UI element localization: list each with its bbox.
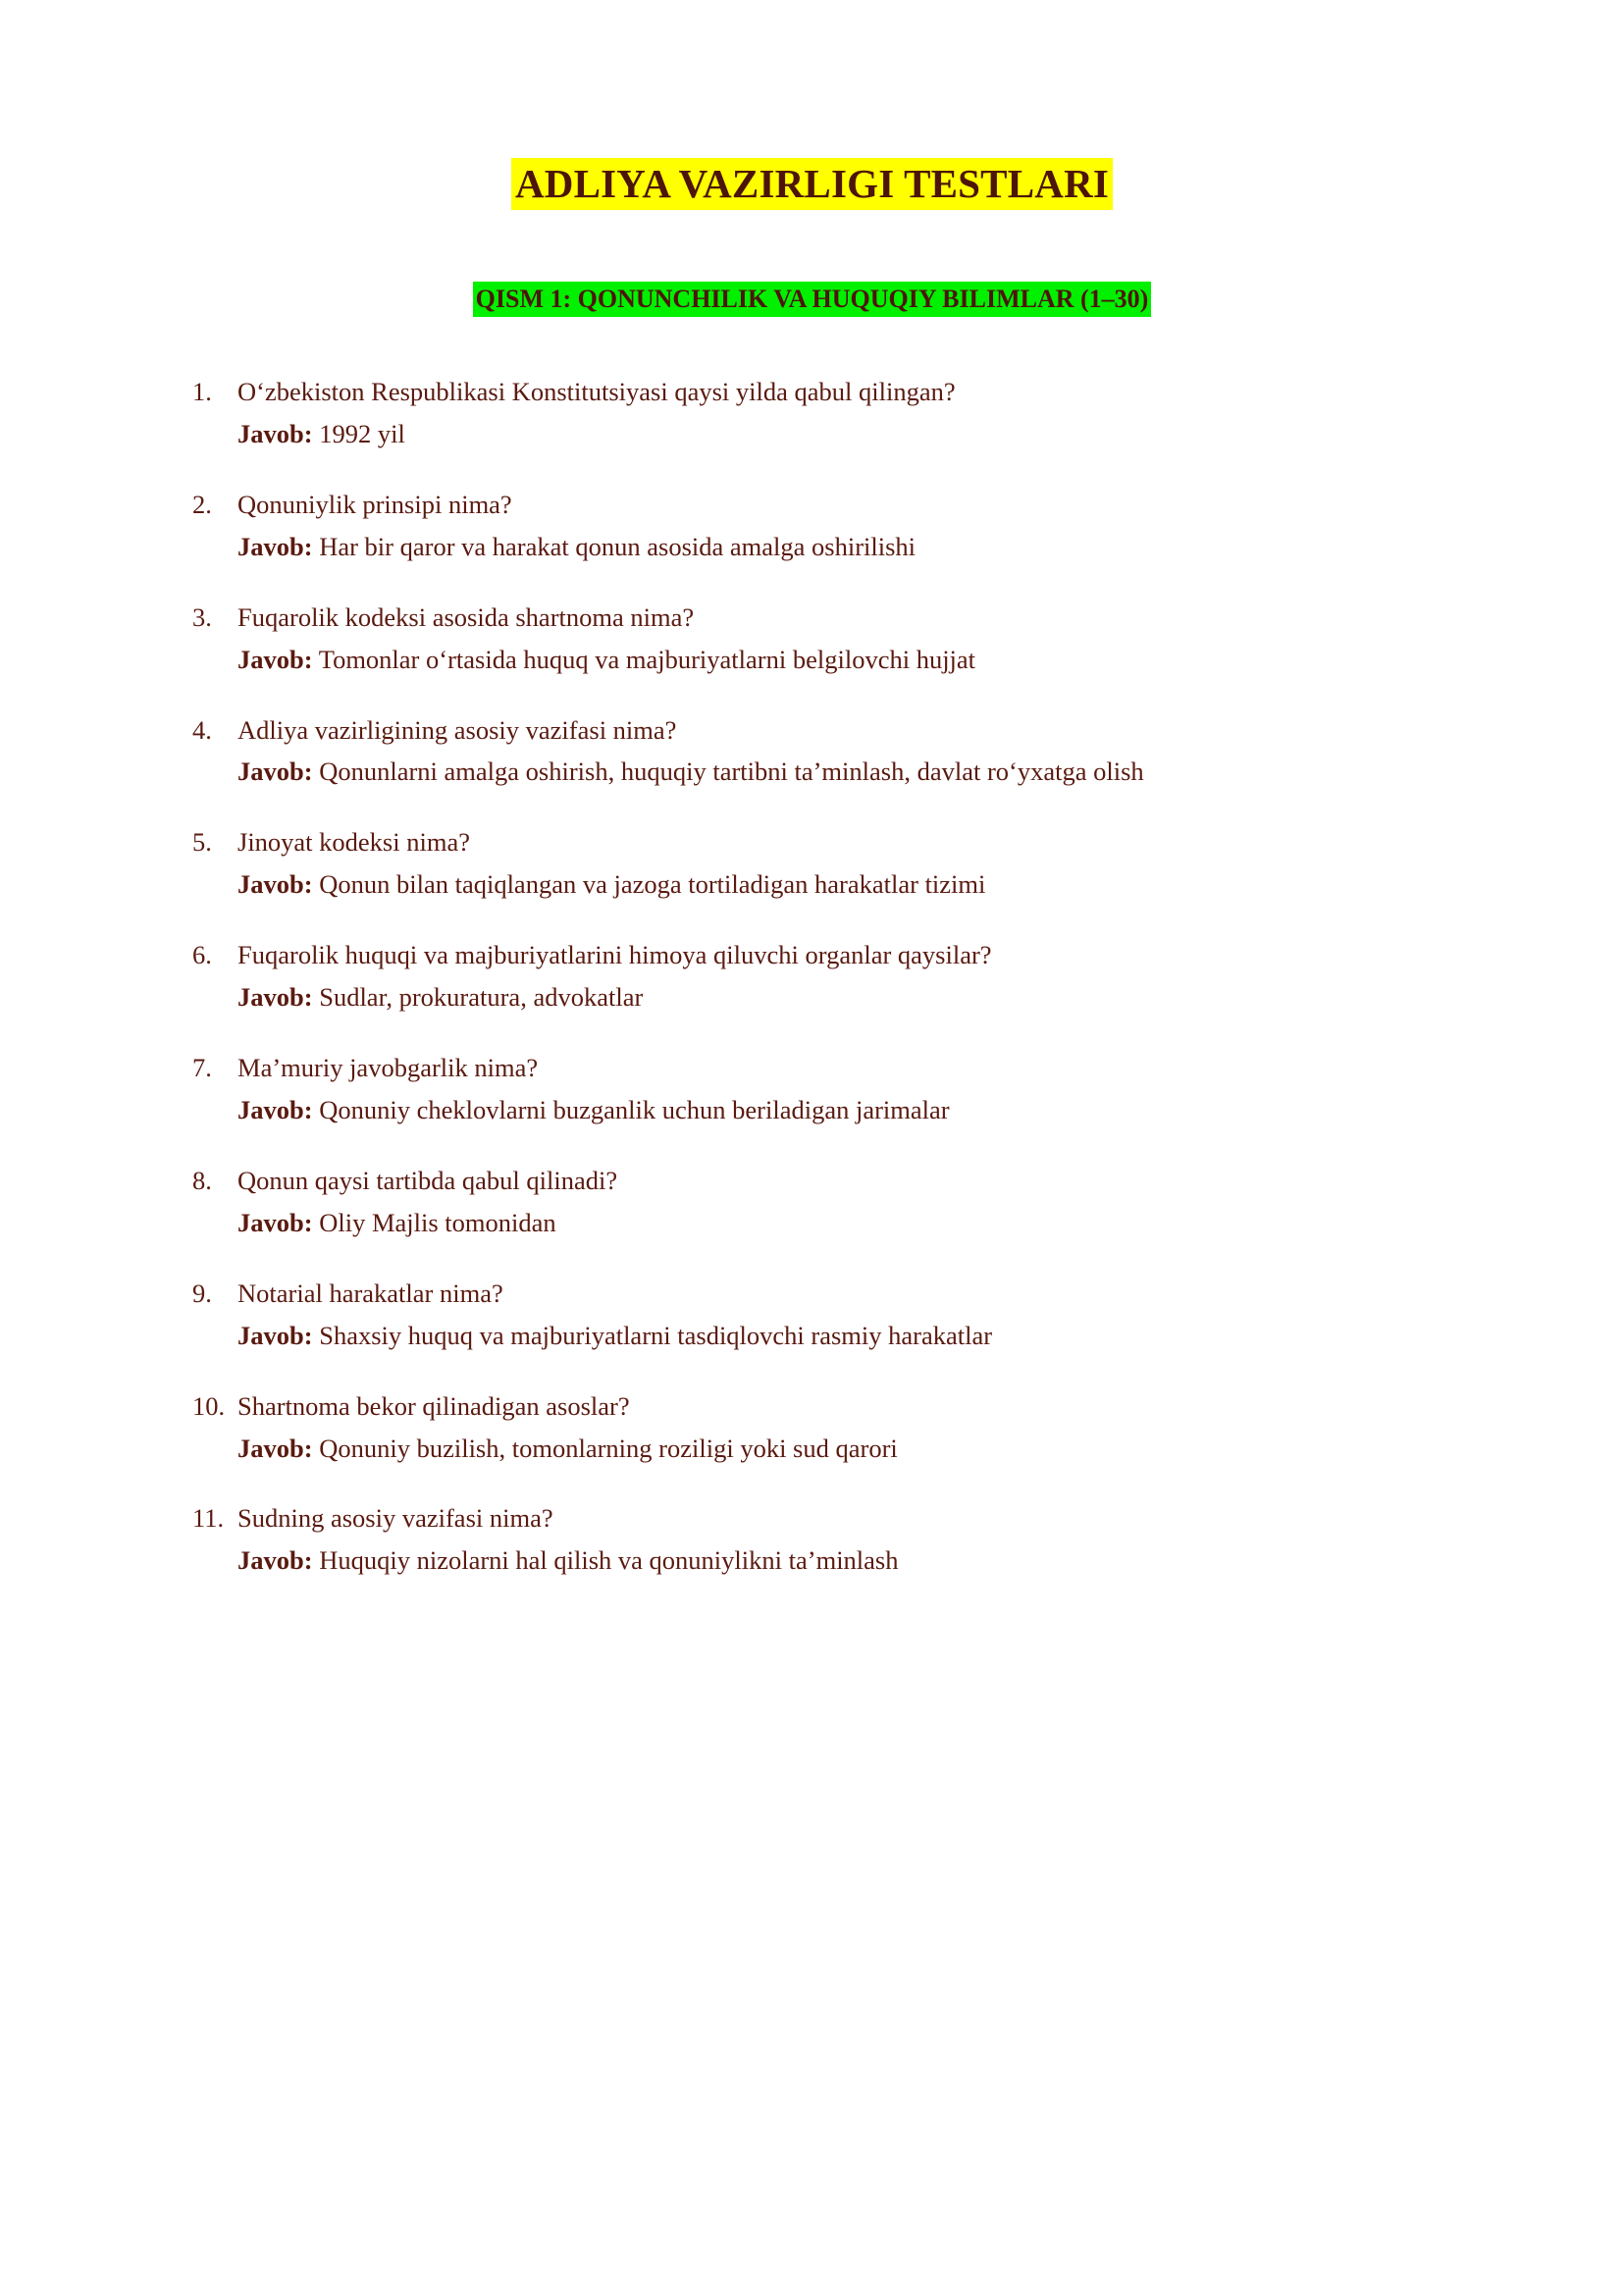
- answer-label: Javob:: [237, 982, 313, 1013]
- answer-text: Qonuniy cheklovlarni buzganlik uchun beriladigan jarimalar: [319, 1094, 950, 1124]
- question-number: 9.: [192, 1278, 212, 1308]
- question-number: 5.: [192, 827, 212, 858]
- question-number: 3.: [192, 601, 212, 632]
- question-text: O‘zbekiston Respublikasi Konstitutsiyasi qaysi yilda qabul qilingan?: [237, 377, 956, 406]
- answer-text: Sudlar, prokuratura, advokatlar: [319, 982, 644, 1013]
- qa-item: [192, 484, 1491, 568]
- qa-item: [192, 1273, 1491, 1357]
- question-text: Adliya vazirligining asosiy vazifasi nima?: [237, 714, 677, 745]
- question-number: 4.: [192, 714, 212, 745]
- answer-line: [192, 751, 1491, 793]
- answer-text: Tomonlar o‘rtasida huquq va majburiyatlarni belgilovchi hujjat: [318, 644, 976, 674]
- question-line: [192, 484, 1491, 526]
- answer-text: Har bir qaror va harakat qonun asosida amalga oshirilishi: [319, 531, 917, 561]
- question-line: [192, 1497, 1491, 1539]
- answer-text: Qonunlarni amalga oshirish, huquqiy tartibni ta’minlash, davlat ro‘yxatga olish: [319, 756, 1144, 787]
- answer-text: Qonuniy buzilish, tomonlarning roziligi yoki sud qarori: [319, 1433, 898, 1463]
- qa-item: [192, 821, 1491, 906]
- section-subtitle-text: QISM 1: QONUNCHILIK VA HUQUQIY BILIMLAR (1–30): [473, 282, 1152, 317]
- answer-label: Javob:: [237, 1433, 313, 1463]
- qa-item: [192, 1160, 1491, 1244]
- answer-label: Javob:: [237, 531, 313, 561]
- answer-label: Javob:: [237, 644, 313, 674]
- answer-label: Javob:: [237, 418, 313, 448]
- qa-item: [192, 1047, 1491, 1131]
- qa-item: [192, 597, 1491, 681]
- question-number: 6.: [192, 940, 212, 970]
- answer-line: [192, 1539, 1491, 1582]
- question-text: Shartnoma bekor qilinadigan asoslar?: [237, 1390, 630, 1421]
- question-line: [192, 934, 1491, 976]
- answer-line: [192, 639, 1491, 681]
- answer-line: [192, 1315, 1491, 1357]
- question-number: 10.: [192, 1390, 226, 1421]
- question-line: [192, 371, 1491, 413]
- answer-line: [192, 1202, 1491, 1244]
- question-text: Ma’muriy javobgarlik nima?: [237, 1053, 539, 1083]
- answer-text: Qonun bilan taqiqlangan va jazoga tortiladigan harakatlar tizimi: [319, 869, 986, 900]
- answer-line: [192, 1428, 1491, 1470]
- question-number: 1.: [192, 377, 212, 406]
- question-number: 11.: [192, 1503, 225, 1534]
- question-number: 2.: [192, 489, 212, 519]
- question-number: 8.: [192, 1165, 212, 1195]
- qa-item: [192, 709, 1491, 794]
- answer-label: Javob:: [237, 756, 313, 787]
- section-subtitle: [0, 284, 1624, 314]
- answer-line: [192, 413, 1491, 455]
- question-text: Fuqarolik kodeksi asosida shartnoma nima?: [237, 601, 695, 632]
- answer-text: Oliy Majlis tomonidan: [319, 1207, 556, 1237]
- question-line: [192, 1273, 1491, 1315]
- page-title: [0, 160, 1624, 207]
- page-title-text: ADLIYA VAZIRLIGI TESTLARI: [511, 158, 1113, 210]
- answer-label: Javob:: [237, 1094, 313, 1124]
- question-line: [192, 1047, 1491, 1089]
- answer-label: Javob:: [237, 1207, 313, 1237]
- question-line: [192, 709, 1491, 752]
- answer-line: [192, 863, 1491, 906]
- question-text: Qonun qaysi tartibda qabul qilinadi?: [237, 1165, 618, 1195]
- qa-item: [192, 934, 1491, 1018]
- question-line: [192, 1160, 1491, 1202]
- question-number: 7.: [192, 1053, 212, 1083]
- answer-text: Shaxsiy huquq va majburiyatlarni tasdiqlovchi rasmiy harakatlar: [319, 1320, 993, 1350]
- answer-text: 1992 yil: [319, 418, 405, 448]
- question-text: Qonuniylik prinsipi nima?: [237, 489, 512, 519]
- qa-item: [192, 371, 1491, 455]
- question-answer-list: [192, 371, 1491, 1610]
- question-line: [192, 597, 1491, 639]
- question-text: Fuqarolik huquqi va majburiyatlarini himoya qiluvchi organlar qaysilar?: [237, 940, 992, 970]
- answer-line: [192, 526, 1491, 568]
- qa-item: [192, 1385, 1491, 1470]
- question-text: Jinoyat kodeksi nima?: [237, 827, 470, 858]
- answer-line: [192, 1089, 1491, 1131]
- question-text: Notarial harakatlar nima?: [237, 1278, 503, 1308]
- qa-item: [192, 1497, 1491, 1582]
- question-line: [192, 821, 1491, 863]
- answer-line: [192, 976, 1491, 1018]
- answer-label: Javob:: [237, 869, 313, 900]
- answer-label: Javob:: [237, 1320, 313, 1350]
- answer-text: Huquqiy nizolarni hal qilish va qonuniylikni ta’minlash: [319, 1545, 899, 1576]
- question-line: [192, 1385, 1491, 1428]
- question-text: Sudning asosiy vazifasi nima?: [237, 1503, 553, 1534]
- answer-label: Javob:: [237, 1545, 313, 1576]
